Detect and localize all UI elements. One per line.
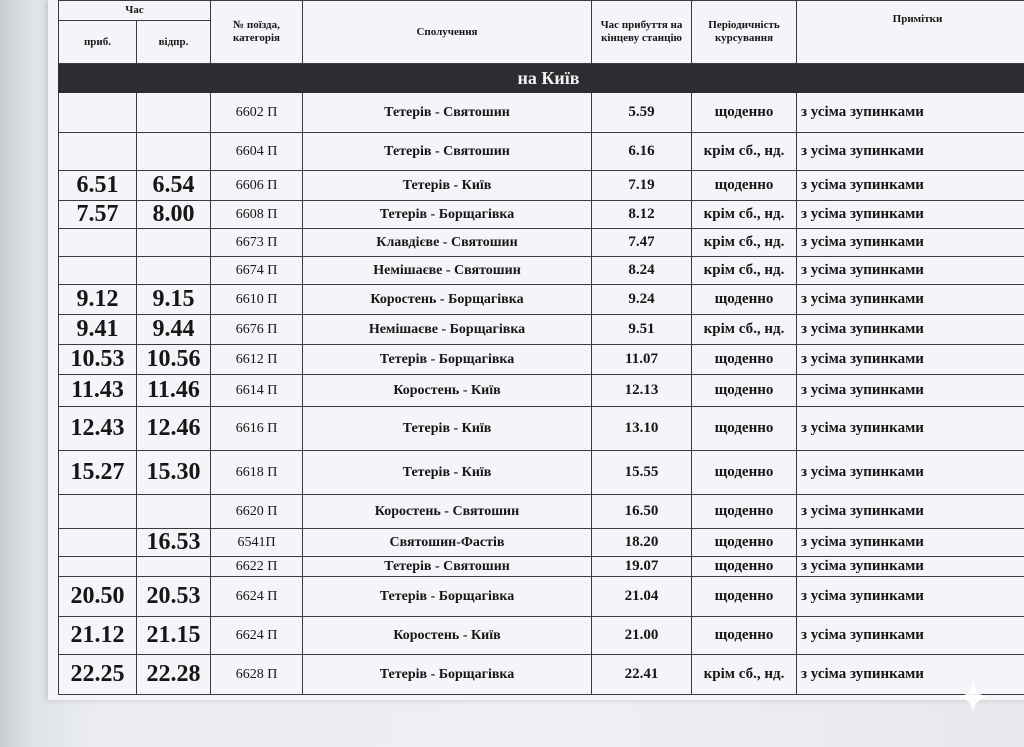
train-number: 6602 П [211,93,303,133]
train-number: 6616 П [211,407,303,451]
train-number: 6624 П [211,577,303,617]
route-name: Немішаєве - Борщагівка [303,315,592,345]
table-row [59,345,1024,375]
periodicity: щоденно [692,407,797,451]
periodicity: щоденно [692,345,797,375]
train-number: 6624 П [211,617,303,655]
departure-time: 11.46 [137,375,211,407]
final-arrival-time: 18.20 [592,529,692,557]
route-name: Немішаєве - Святошин [303,257,592,285]
note-text: з усіма зупинками [797,451,1024,495]
arrival-time: 22.25 [59,655,137,695]
periodicity: щоденно [692,171,797,201]
train-number: 6606 П [211,171,303,201]
route-name: Тетерів - Святошин [303,557,592,577]
note-text: з усіма зупинками [797,171,1024,201]
final-arrival-time: 5.59 [592,93,692,133]
note-text: з усіма зупинками [797,495,1024,529]
train-number: 6612 П [211,345,303,375]
train-number: 6622 П [211,557,303,577]
train-number: 6673 П [211,229,303,257]
train-number: 6610 П [211,285,303,315]
route-name: Тетерів - Борщагівка [303,577,592,617]
arrival-time [59,529,137,557]
table-row [59,617,1024,655]
final-arrival-time: 22.41 [592,655,692,695]
departure-time: 15.30 [137,451,211,495]
departure-time [137,133,211,171]
arrival-time [59,93,137,133]
table-row [59,375,1024,407]
note-text: з усіма зупинками [797,617,1024,655]
departure-time [137,257,211,285]
table-row [59,529,1024,557]
note-text: з усіма зупинками [797,345,1024,375]
arrival-header: приб. [59,21,137,64]
connection-header: Сполучення [303,1,592,64]
periodicity: щоденно [692,617,797,655]
periodicity: щоденно [692,93,797,133]
final-arrival-time: 8.12 [592,201,692,229]
departure-time: 6.54 [137,171,211,201]
periodicity: щоденно [692,375,797,407]
final-arrival-time: 9.51 [592,315,692,345]
arrival-time: 21.12 [59,617,137,655]
timetable [58,0,1024,695]
note-text: з усіма зупинками [797,201,1024,229]
train-number: 6541П [211,529,303,557]
route-name: Тетерів - Київ [303,407,592,451]
final-arrival-time: 15.55 [592,451,692,495]
note-text: з усіма зупинками [797,285,1024,315]
table-row [59,93,1024,133]
direction-label: на Київ [59,64,1024,93]
train-number: 6604 П [211,133,303,171]
final-arrival-time: 19.07 [592,557,692,577]
periodicity: щоденно [692,529,797,557]
route-name: Тетерів - Борщагівка [303,655,592,695]
periodicity: крім сб., нд. [692,257,797,285]
note-text: з усіма зупинками [797,257,1024,285]
table-row [59,577,1024,617]
table-row [59,655,1024,695]
route-name: Тетерів - Київ [303,451,592,495]
arrival-time: 7.57 [59,201,137,229]
final-arrival-header: Час прибуття на кінцеву станцію [592,1,692,64]
departure-time: 16.53 [137,529,211,557]
final-arrival-time: 6.16 [592,133,692,171]
train-number-header: № поїзда, категорія [211,1,303,64]
table-row [59,201,1024,229]
departure-time: 22.28 [137,655,211,695]
route-name: Тетерів - Київ [303,171,592,201]
arrival-time: 10.53 [59,345,137,375]
table-row [59,557,1024,577]
arrival-time [59,495,137,529]
arrival-time [59,133,137,171]
train-number: 6676 П [211,315,303,345]
periodicity: крім сб., нд. [692,201,797,229]
departure-time: 8.00 [137,201,211,229]
periodicity: крім сб., нд. [692,133,797,171]
train-number: 6618 П [211,451,303,495]
table-row [59,133,1024,171]
final-arrival-time: 11.07 [592,345,692,375]
periodicity-header: Періодичність курсування [692,1,797,64]
final-arrival-time: 21.00 [592,617,692,655]
departure-time: 9.15 [137,285,211,315]
route-name: Тетерів - Борщагівка [303,201,592,229]
train-number: 6620 П [211,495,303,529]
arrival-time [59,257,137,285]
final-arrival-time: 9.24 [592,285,692,315]
arrival-time: 11.43 [59,375,137,407]
train-number: 6628 П [211,655,303,695]
final-arrival-time: 12.13 [592,375,692,407]
table-row [59,257,1024,285]
route-name: Святошин-Фастів [303,529,592,557]
sparkle-icon [956,680,990,714]
final-arrival-time: 8.24 [592,257,692,285]
periodicity: крім сб., нд. [692,229,797,257]
note-text: з усіма зупинками [797,557,1024,577]
route-name: Коростень - Київ [303,617,592,655]
table-row [59,229,1024,257]
note-text: з усіма зупинками [797,133,1024,171]
final-arrival-time: 7.47 [592,229,692,257]
periodicity: крім сб., нд. [692,315,797,345]
train-number: 6614 П [211,375,303,407]
final-arrival-time: 16.50 [592,495,692,529]
arrival-time [59,229,137,257]
periodicity: щоденно [692,285,797,315]
table-row [59,451,1024,495]
final-arrival-time: 21.04 [592,577,692,617]
note-text: з усіма зупинками [797,93,1024,133]
final-arrival-time: 7.19 [592,171,692,201]
route-name: Коростень - Святошин [303,495,592,529]
arrival-time: 9.12 [59,285,137,315]
arrival-time: 6.51 [59,171,137,201]
departure-time: 20.53 [137,577,211,617]
route-name: Клавдієве - Святошин [303,229,592,257]
periodicity: щоденно [692,577,797,617]
note-text: з усіма зупинками [797,315,1024,345]
route-name: Коростень - Київ [303,375,592,407]
time-group-header: Час [59,1,211,21]
departure-time [137,229,211,257]
table-row [59,171,1024,201]
departure-time [137,93,211,133]
departure-time [137,557,211,577]
notes-header: Примітки [797,1,1024,64]
note-text: з усіма зупинками [797,375,1024,407]
table-row [59,315,1024,345]
table-row [59,495,1024,529]
note-text: з усіма зупинками [797,229,1024,257]
train-number: 6608 П [211,201,303,229]
note-text: з усіма зупинками [797,655,1024,695]
departure-time: 9.44 [137,315,211,345]
table-row [59,407,1024,451]
note-text: з усіма зупинками [797,407,1024,451]
arrival-time: 9.41 [59,315,137,345]
arrival-time [59,557,137,577]
departure-time: 21.15 [137,617,211,655]
route-name: Коростень - Борщагівка [303,285,592,315]
periodicity: щоденно [692,451,797,495]
route-name: Тетерів - Борщагівка [303,345,592,375]
train-number: 6674 П [211,257,303,285]
departure-time: 12.46 [137,407,211,451]
periodicity: крім сб., нд. [692,655,797,695]
periodicity: щоденно [692,557,797,577]
route-name: Тетерів - Святошин [303,93,592,133]
arrival-time: 20.50 [59,577,137,617]
departure-header: відпр. [137,21,211,64]
final-arrival-time: 13.10 [592,407,692,451]
departure-time [137,495,211,529]
table-row [59,285,1024,315]
direction-row [59,64,1024,93]
departure-time: 10.56 [137,345,211,375]
note-text: з усіма зупинками [797,529,1024,557]
note-text: з усіма зупинками [797,577,1024,617]
arrival-time: 12.43 [59,407,137,451]
route-name: Тетерів - Святошин [303,133,592,171]
arrival-time: 15.27 [59,451,137,495]
periodicity: щоденно [692,495,797,529]
